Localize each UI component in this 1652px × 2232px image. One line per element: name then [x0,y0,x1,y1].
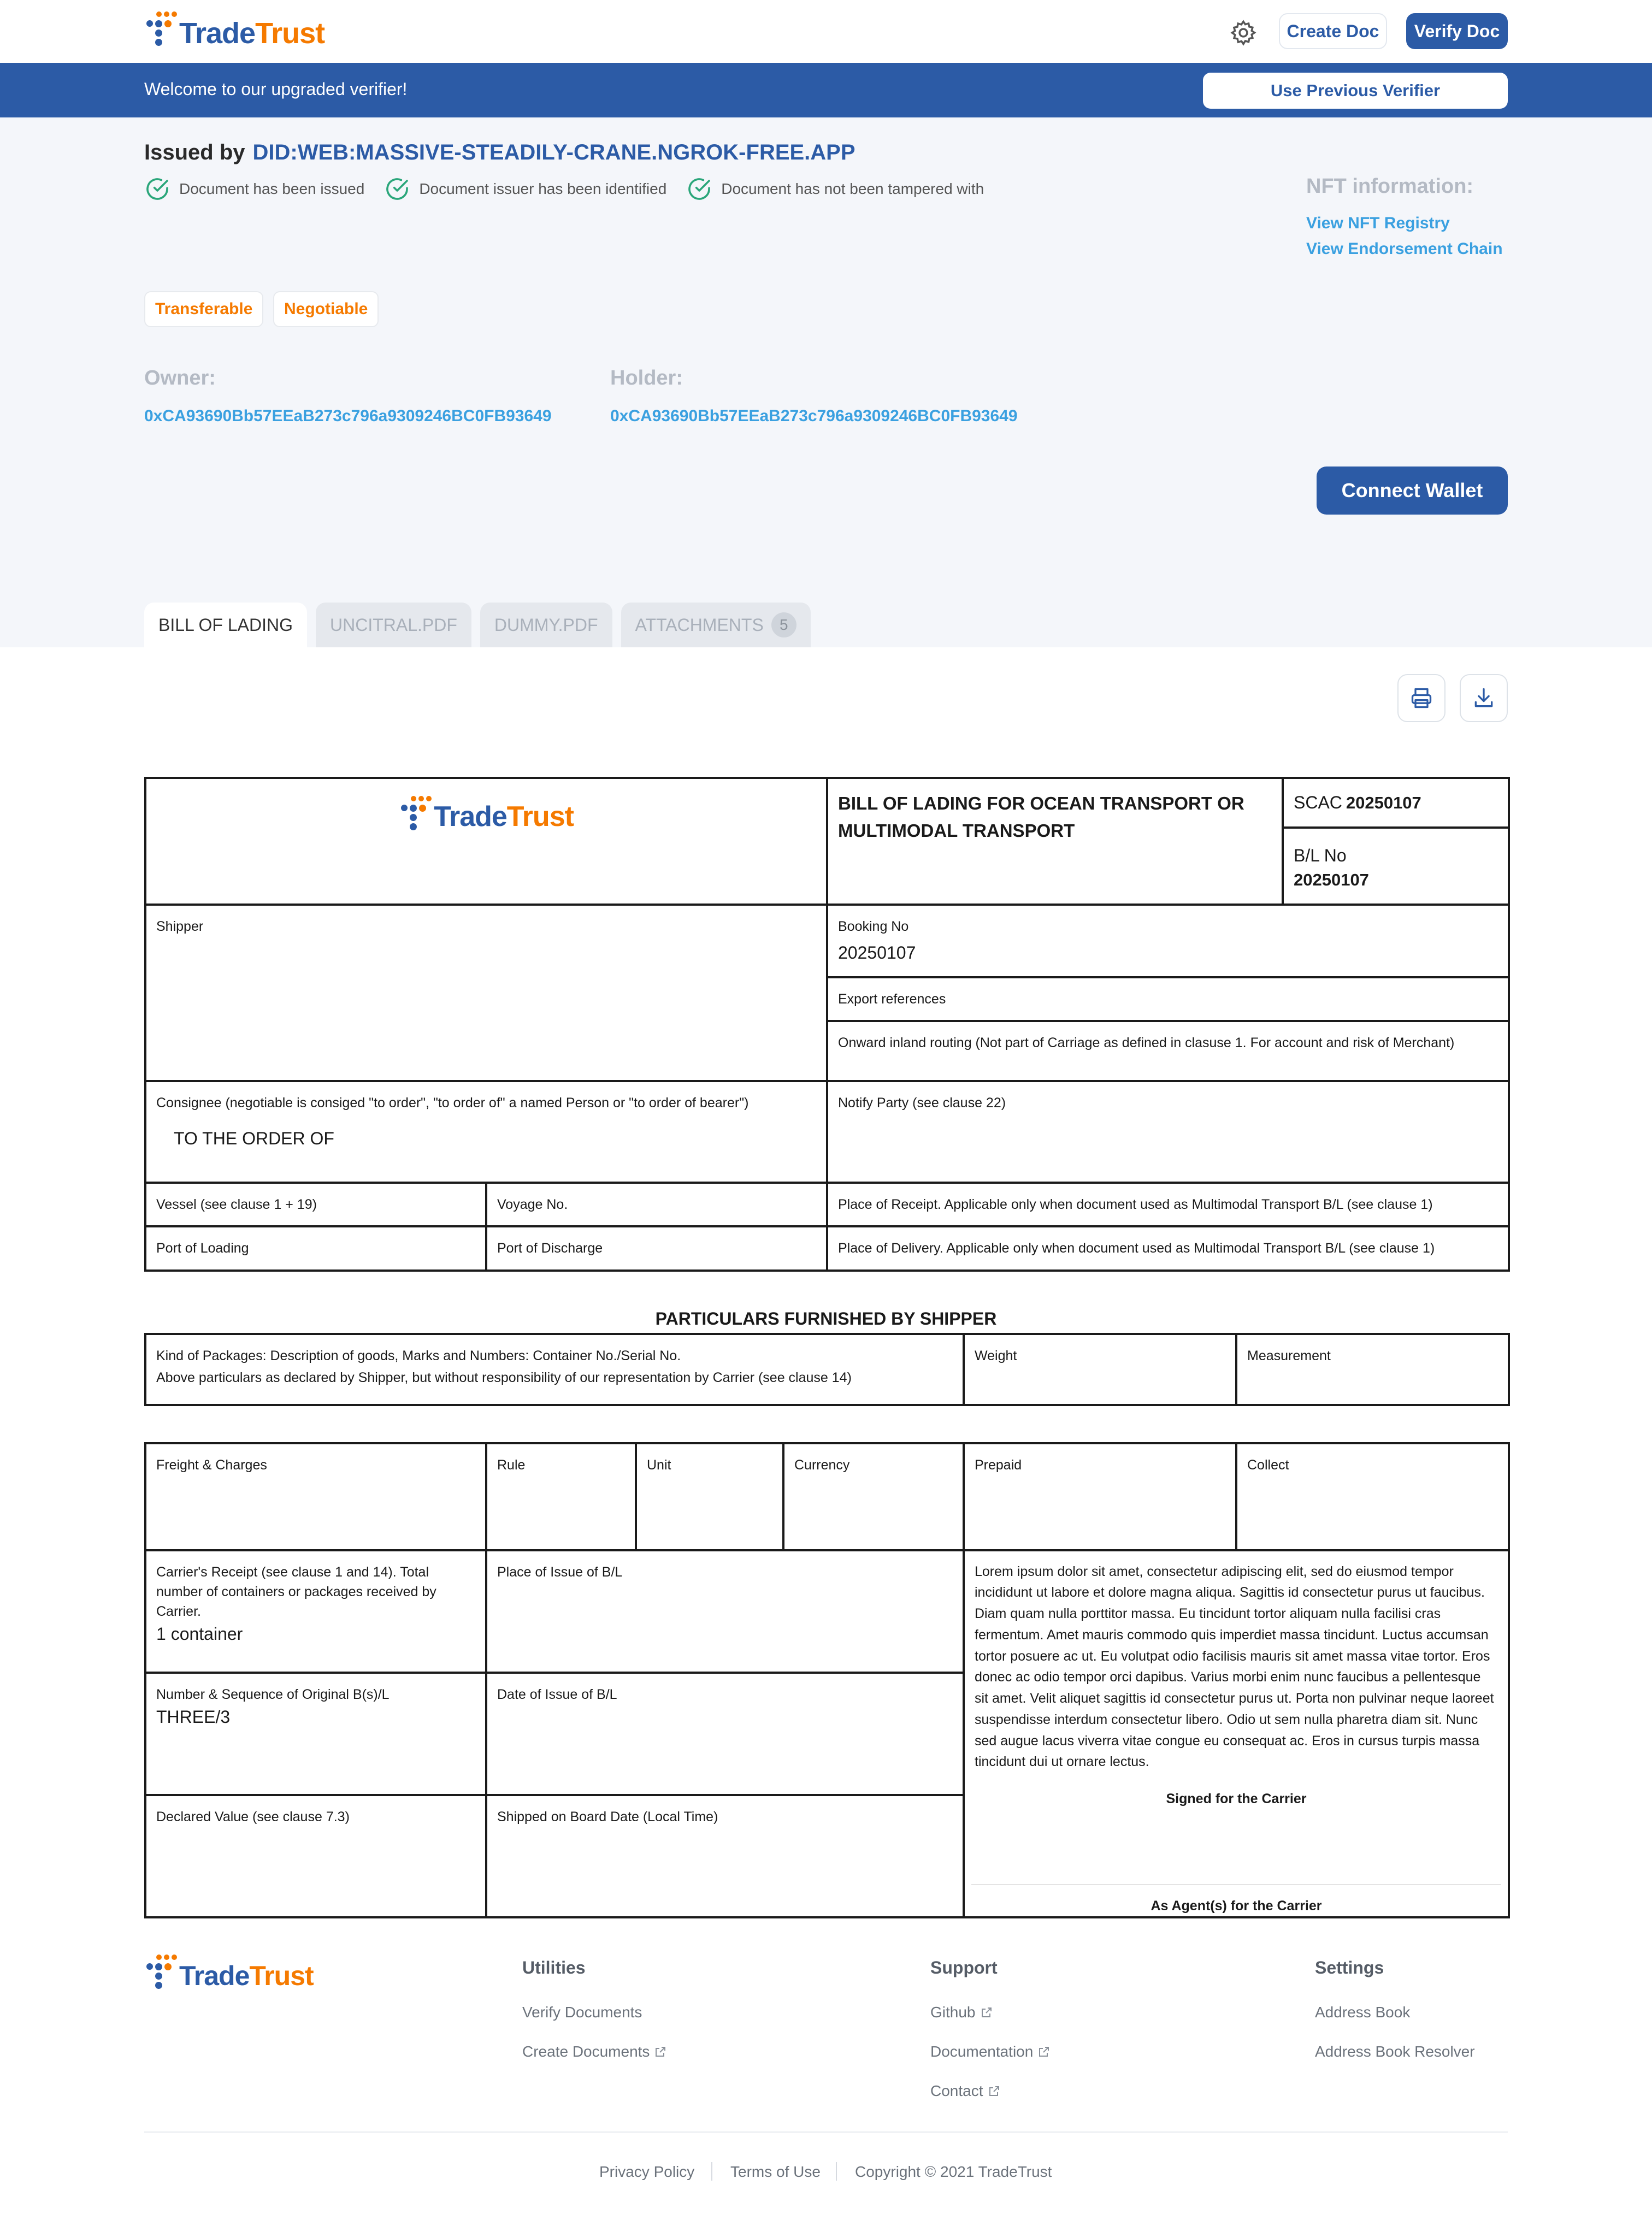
bol-title: BILL OF LADING FOR OCEAN TRANSPORT OR MULTIMODAL TRANSPORT [838,793,1244,841]
external-link-icon [988,2085,1001,2098]
attachments-count-badge: 5 [771,612,796,637]
carrier-signature-cell [964,1550,1509,1917]
issued-by [144,140,856,165]
particulars-table [144,1333,1510,1406]
tradetrust-logo-mark-icon [144,1953,175,1992]
declared-value-cell: Declared Value (see clause 7.3) [145,1795,486,1917]
measurement-cell: Measurement [1236,1334,1509,1405]
scac-value: 20250107 [1346,793,1421,812]
tab-dummy-pdf[interactable]: DUMMY.PDF [480,603,612,647]
bl-no-value: 20250107 [1294,870,1369,890]
print-button[interactable] [1397,674,1446,722]
onward-routing-cell: Onward inland routing (Not part of Carriage as defined in clasuse 1. For account and risk of Merchant) [827,1021,1509,1081]
external-link-icon [980,2006,993,2019]
booking-no-cell: Booking No 20250107 [827,905,1509,977]
check-issued: Document has been issued [144,176,364,202]
rule-cell: Rule [486,1443,636,1550]
bol-logo-cell [145,778,827,905]
nft-information-title: NFT information: [1306,175,1474,198]
voyage-cell: Voyage No. [486,1183,827,1226]
footer-utilities-title: Utilities [522,1958,586,1977]
footer-github-link[interactable]: Github [930,2004,993,2021]
freight-table [144,1442,1510,1918]
collect-cell: Collect [1236,1443,1509,1550]
issuer-domain: DID:WEB:MASSIVE-STEADILY-CRANE.NGROK-FREE.APP [252,140,856,164]
owner-address-link[interactable]: 0xCA93690Bb57EEaB273c796a9309246BC0FB93649 [144,407,552,425]
date-of-issue-cell: Date of Issue of B/L [486,1673,964,1795]
consignee-value: TO THE ORDER OF [174,1129,334,1149]
weight-cell: Weight [964,1334,1236,1405]
document-status-panel [0,117,1652,647]
tab-uncitral-pdf[interactable]: UNCITRAL.PDF [316,603,471,647]
logo-text-trust: Trust [255,17,325,50]
footer-address-book-resolver-link[interactable]: Address Book Resolver [1315,2043,1475,2060]
holder-label: Holder: [610,367,683,389]
export-references-cell: Export references [827,977,1509,1021]
verification-checks [144,176,1004,202]
bol-title-cell [827,778,1283,905]
place-of-receipt-cell: Place of Receipt. Applicable only when document used as Multimodal Transport B/L (see clause 1) [827,1183,1509,1226]
copyright-text: Copyright © 2021 TradeTrust [855,2163,1052,2180]
unit-cell: Unit [636,1443,783,1550]
shipped-on-board-cell: Shipped on Board Date (Local Time) [486,1795,964,1917]
bol-header-table [144,777,1510,1272]
check-not-tampered: Document has not been tampered with [686,176,984,202]
privacy-policy-link[interactable]: Privacy Policy [599,2163,695,2180]
terms-of-use-link[interactable]: Terms of Use [730,2163,821,2180]
freight-charges-cell: Freight & Charges [145,1443,486,1550]
owner-label: Owner: [144,367,216,389]
external-link-icon [1037,2045,1051,2058]
footer-contact-link[interactable]: Contact [930,2082,1001,2100]
vessel-cell: Vessel (see clause 1 + 19) [145,1183,486,1226]
notify-party-cell: Notify Party (see clause 22) [827,1081,1509,1183]
holder-address-link[interactable]: 0xCA93690Bb57EEaB273c796a9309246BC0FB93649 [610,407,1018,425]
signed-for-carrier: Signed for the Carrier [1166,1791,1307,1807]
footer-separator [836,2162,837,2181]
check-circle-icon [384,176,410,202]
footer-verify-documents-link[interactable]: Verify Documents [522,2004,642,2021]
number-sequence-value: THREE/3 [156,1707,231,1727]
particulars-title: PARTICULARS FURNISHED BY SHIPPER [655,1308,997,1328]
gear-icon[interactable] [1229,19,1258,47]
footer-documentation-link[interactable]: Documentation [930,2043,1051,2060]
upgrade-banner [0,63,1652,117]
tab-bill-of-lading[interactable]: BILL OF LADING [144,603,307,647]
bol-tradetrust-logo: TradeTrust [399,790,574,837]
check-circle-icon [144,176,170,202]
place-of-delivery-cell: Place of Delivery. Applicable only when document used as Multimodal Transport B/L (see clause 1) [827,1226,1509,1270]
view-nft-registry-link[interactable]: View NFT Registry [1306,214,1450,232]
tab-attachments-label: ATTACHMENTS [635,615,764,635]
tab-attachments[interactable] [621,603,811,647]
carriers-receipt-value: 1 container [156,1624,243,1644]
number-sequence-cell: Number & Sequence of Original B(s)/L THREE/3 [145,1673,486,1795]
currency-cell: Currency [783,1443,964,1550]
use-previous-verifier-button[interactable]: Use Previous Verifier [1203,73,1508,109]
tradetrust-logo[interactable] [144,9,324,50]
footer-support-title: Support [930,1958,998,1977]
bill-of-lading-document [144,777,1508,1918]
issued-by-label: Issued by [144,140,245,164]
document-tabs [144,603,819,647]
footer-divider [144,2131,1508,2133]
footer-tradetrust-logo[interactable]: TradeTrust [144,1953,314,1992]
terms-text: Lorem ipsum dolor sit amet, consectetur adipiscing elit, sed do eiusmod tempor incididunt ut labore et dolore magna aliqua. Sagittis id consectetur purus ut faucibus. Diam quam nulla porttitor massa. Eu tincidunt tortor aliquam nulla facilisi cras fermentum. Amet mauris commodo quis imperdiet massa tincidunt. Luctus accumsan tortor posuere ac ut. Eu volutpat odio facilisis mauris sit amet massa vitae tortor. Eros donec ac odio tempor orci dapibus. Varius morbi enim nunc faucibus a pellentesque sit amet. Velit aliquet sagittis id consectetur purus ut. Porta non pulvinar neque laoreet suspendisse interdum consectetur libero. Odio ut sem nulla pharetra diam sit. Nunc sed augue lacus viverra vitae congue eu consequat ac. Eros in cursus turpis massa tincidunt dui ut ornare lectus. [975,1563,1494,1770]
printer-icon [1409,686,1433,710]
prepaid-cell: Prepaid [964,1443,1236,1550]
top-nav [0,0,1652,63]
download-button[interactable] [1460,674,1508,722]
consignee-cell: Consignee (negotiable is consiged "to order", "to order of" a named Person or "to order of bearer") TO THE ORDER OF [145,1081,827,1183]
footer-settings-title: Settings [1315,1958,1384,1977]
verify-doc-button[interactable]: Verify Doc [1406,13,1508,49]
as-agent-for-carrier: As Agent(s) for the Carrier [1150,1898,1322,1914]
port-of-discharge-cell: Port of Discharge [486,1226,827,1270]
bl-no-cell: B/L No 20250107 [1283,828,1509,905]
tradetrust-logo-mark-icon [399,795,429,833]
kind-of-packages-cell: Kind of Packages: Description of goods, Marks and Numbers: Container No./Serial No. Above particulars as declared by Shipper, but without responsibility of our representation by Carrier (see clause 14) [145,1334,964,1405]
place-of-issue-cell: Place of Issue of B/L [486,1550,964,1673]
tradetrust-logo-mark-icon [144,10,175,49]
scac-cell: SCAC 20250107 [1283,778,1509,828]
transferable-tag: Transferable [144,291,263,327]
check-issuer-identified: Document issuer has been identified [384,176,666,202]
view-endorsement-chain-link[interactable]: View Endorsement Chain [1306,240,1503,258]
download-icon [1472,686,1496,710]
footer-address-book-link[interactable]: Address Book [1315,2004,1411,2021]
footer-create-documents-link[interactable]: Create Documents [522,2043,667,2060]
logo-text-trade: Trade [179,17,256,50]
external-link-icon [654,2045,667,2058]
check-circle-icon [686,176,712,202]
create-doc-button[interactable]: Create Doc [1279,13,1387,49]
carriers-receipt-cell: Carrier's Receipt (see clause 1 and 14). Total number of containers or packages received by Carrier. 1 container [145,1550,486,1673]
booking-no-value: 20250107 [838,942,916,963]
banner-message: Welcome to our upgraded verifier! [144,79,408,99]
footer-separator [711,2162,712,2181]
negotiable-tag: Negotiable [273,291,379,327]
connect-wallet-button[interactable]: Connect Wallet [1317,467,1508,515]
port-of-loading-cell: Port of Loading [145,1226,486,1270]
shipper-cell: Shipper [145,905,827,1081]
